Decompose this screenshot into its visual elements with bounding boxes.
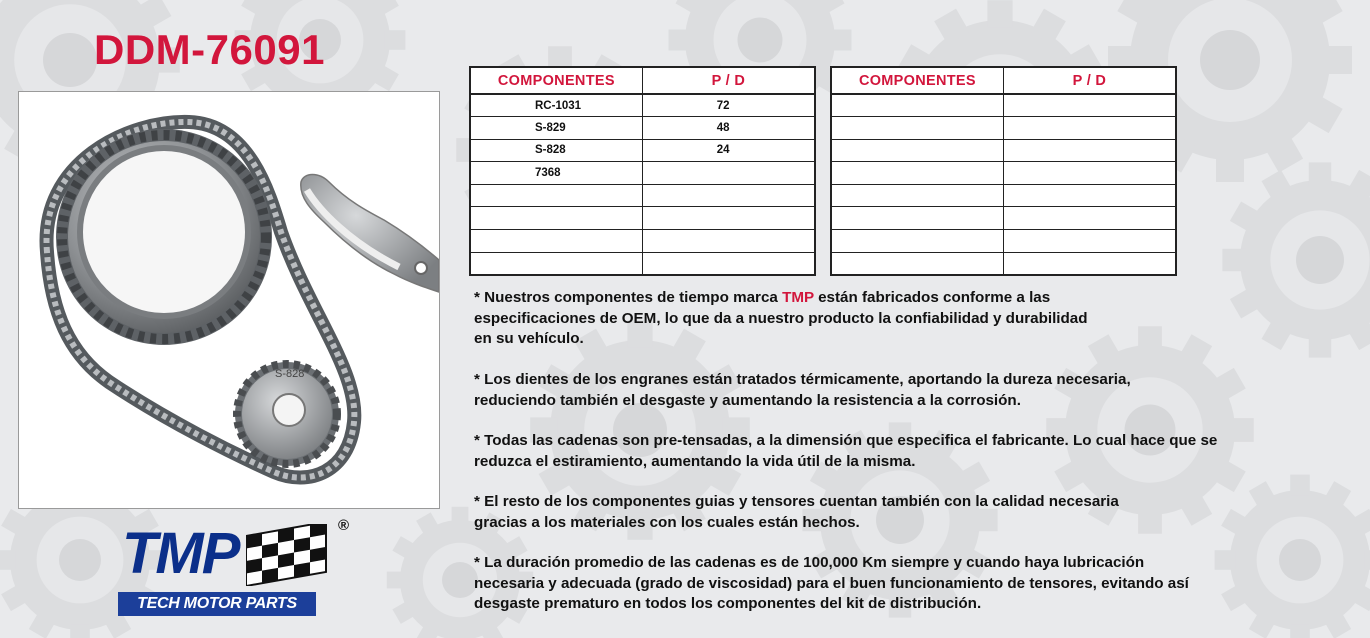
components-table-right [830, 66, 1177, 276]
note-4-line-2: gracias a los materiales con los cuales están hechos. [474, 513, 860, 531]
table-row [831, 139, 1176, 162]
brand-name: TMP [782, 289, 814, 306]
column-header-pd: P / D [1003, 67, 1176, 94]
component-cell [831, 139, 1003, 162]
pd-cell [1003, 230, 1176, 253]
table-row [831, 252, 1176, 275]
note-5-line-1: * La duración promedio de las cadenas es de 100,000 Km siempre y cuando haya lubricación [474, 554, 1145, 571]
component-cell [470, 184, 642, 207]
component-cell [470, 230, 642, 253]
component-cell [831, 252, 1003, 275]
component-cell [831, 230, 1003, 253]
pd-cell [1003, 94, 1176, 117]
table-row [470, 230, 815, 253]
table-row [831, 94, 1176, 117]
pd-cell [642, 184, 815, 207]
note-4-line-1: * El resto de los componentes guias y tensores cuentan también con la calidad necesaria [474, 493, 1119, 510]
registered-mark: ® [338, 517, 350, 534]
component-cell: S-829 [470, 117, 642, 140]
note-3-line-1: * Todas las cadenas son pre-tensadas, a la dimensión que especifica el fabricante. Lo cual hace que se [474, 432, 1218, 449]
checkered-flag-icon [246, 524, 328, 586]
note-2-line-1: * Los dientes de los engranes están tratados térmicamente, aportando la dureza necesaria, [474, 371, 1131, 388]
table-row [831, 162, 1176, 185]
pd-cell: 48 [642, 117, 815, 140]
pd-cell [1003, 139, 1176, 162]
pd-cell [642, 252, 815, 275]
pd-cell [642, 230, 815, 253]
component-cell [470, 207, 642, 230]
component-cell [831, 162, 1003, 185]
logo-brand-text: TMP [122, 521, 239, 586]
pd-cell [1003, 162, 1176, 185]
component-cell [831, 184, 1003, 207]
pd-cell [1003, 117, 1176, 140]
table-row [470, 207, 815, 230]
note-1-line-1 [474, 288, 1050, 309]
table-row [470, 94, 815, 117]
note-5-line-3: desgaste prematuro en todos los componentes del kit de distribución. [474, 595, 982, 612]
pd-cell: 24 [642, 139, 815, 162]
note-2-line-2: reduciendo también el desgaste y aumentando la resistencia a la corrosión. [474, 391, 1021, 409]
table-row [470, 184, 815, 207]
note-text: * Nuestros componentes de tiempo marca [474, 289, 783, 306]
note-5-line-2: necesaria y adecuada (grado de viscosidad) para el buen funcionamiento de tensores, evitando así [474, 574, 1189, 592]
note-3-line-2: reduzca el estiramiento, aumentando la vida útil de la misma. [474, 452, 916, 470]
table-row [470, 252, 815, 275]
pd-cell: 72 [642, 94, 815, 117]
pd-cell [1003, 252, 1176, 275]
timing-kit-illustration [19, 92, 439, 508]
pd-cell [1003, 207, 1176, 230]
product-code-title: DDM-76091 [94, 26, 325, 73]
tmp-logo [118, 518, 358, 618]
table-row [470, 162, 815, 185]
logo-tagline: TECH MOTOR PARTS [118, 592, 316, 616]
table-row [470, 139, 815, 162]
component-cell: RC-1031 [470, 94, 642, 117]
pd-cell [642, 162, 815, 185]
table-row [470, 117, 815, 140]
component-cell [470, 252, 642, 275]
component-cell [831, 207, 1003, 230]
table-row [831, 117, 1176, 140]
component-cell: S-828 [470, 139, 642, 162]
components-table-left [469, 66, 816, 276]
note-1-line-2: especificaciones de OEM, lo que da a nuestro producto la confiabilidad y durabilidad [474, 309, 1088, 327]
component-cell [831, 117, 1003, 140]
table-header-row [831, 67, 1176, 94]
table-header-row [470, 67, 815, 94]
column-header-pd: P / D [642, 67, 815, 94]
column-header-componentes: COMPONENTES [470, 67, 642, 94]
sprocket-label: S-828 [275, 368, 305, 380]
pd-cell [642, 207, 815, 230]
note-1-line-3: en su vehículo. [474, 330, 584, 347]
pd-cell [1003, 184, 1176, 207]
table-row [831, 207, 1176, 230]
component-cell: 7368 [470, 162, 642, 185]
column-header-componentes: COMPONENTES [831, 67, 1003, 94]
table-row [831, 184, 1176, 207]
note-text: están fabricados conforme a las [813, 289, 1051, 306]
component-cell [831, 94, 1003, 117]
product-photo [18, 91, 440, 509]
table-row [831, 230, 1176, 253]
